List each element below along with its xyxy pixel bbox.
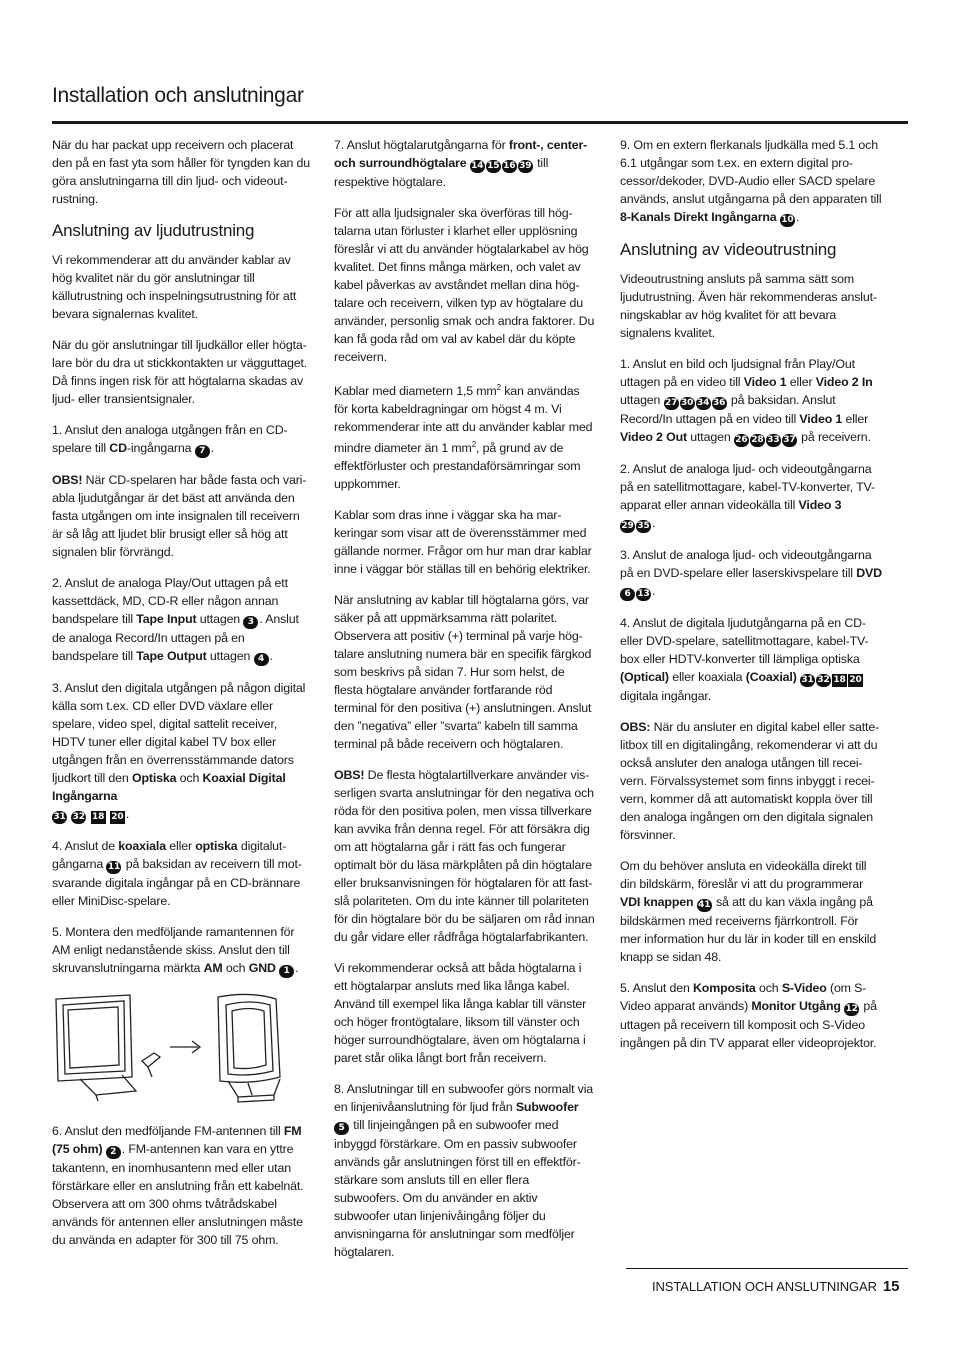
- ref-badge: 26: [735, 435, 748, 445]
- video-step-5: 5. Anslut den Komposita och S-Video (om S-Video apparat används) Monitor Utgång 12 på uttagen på receivern till komposit och S-Video ingången på din TV apparat eller videoprojektor.: [620, 981, 877, 1050]
- ref-badge: 27: [664, 398, 678, 408]
- step-5: 5. Montera den medföljande ramantennen för AM enligt nedanstående skiss. Anslut den till skruvanslutningarna märkta AM och GND 1 .: [52, 925, 299, 976]
- ref-badge: 14: [471, 161, 484, 171]
- page-number: 15: [882, 1278, 900, 1295]
- video-step-3: 3. Anslut de analoga ljud- och videoutgångarna på en DVD-spelare eller laserskivspelare till DVD 6 13 .: [620, 548, 882, 599]
- step-9: 9. Om en extern flerkanals ljudkälla med 5.1 och 6.1 utgångar som t.ex. en extern digital processor/dekoder, DVD-Audio eller SACD spelare används, anslut utgångarna på den apparaten till 8-Kanals Direkt Ingångarna 10 .: [620, 138, 882, 225]
- ref-badge: 36: [712, 398, 726, 408]
- ref-badge: 31: [53, 812, 66, 822]
- page-title: Installation och anslutningar: [52, 84, 304, 107]
- ref-badge: 4: [254, 653, 269, 666]
- ref-badge: 29: [621, 521, 634, 531]
- ref-badge-square: 18: [91, 812, 105, 822]
- column-1: [52, 136, 310, 1262]
- footer-section-title: INSTALLATION OCH ANSLUTNINGAR: [652, 1279, 877, 1294]
- step-6: 6. Anslut den medföljande FM-antennen till FM (75 ohm) 2 . FM-antennen kan vara en yttre takantenn, en inomhusantenn med eller utan förstärkare eller en anslutning från ett kabelnät. Observera att om 300 ohms tvåtrådskabel används för antennen eller anslutningen måste du använda en adapter för 300 till 75 ohm.: [52, 1124, 304, 1247]
- ref-badge-square: 20: [849, 675, 862, 685]
- in-wall-paragraph: Kablar som dras inne i väggar ska ha markeringar som visar att de överensstämmer med gällande normer. Frågor om hur man drar kablar inne i väggar bör ställas till en behörig elektriker.: [334, 508, 592, 577]
- intro-paragraph: När du har packat upp receivern och placerat den på en fast yta som håller för tyngden kan du göra anslutningarna till din ljud- och videoutrustning.: [52, 138, 310, 206]
- page-footer: [652, 1278, 899, 1295]
- ref-badge-square: 18: [833, 675, 846, 685]
- ref-badge: 2: [106, 1146, 121, 1159]
- ref-badge: 39: [519, 161, 532, 171]
- heading-video: Anslutning av videoutrustning: [620, 240, 837, 259]
- equal-length-paragraph: Vi rekommenderar också att båda högtalarna i ett högtalarpar ansluts med lika långa kabel. Använd till exempel lika långa kablar till vänster och höger frontögtalare, liksom till vänster och höger surroundhögtalare, även om högtalarna i paret står olika långt bort från receivern.: [334, 961, 587, 1066]
- ref-badge: 1: [279, 965, 294, 978]
- ref-badge: 34: [696, 398, 710, 408]
- speaker-cable-paragraph: För att alla ljudsignaler ska överföras till högtalarna utan förluster i klarhet eller upplösning föreslår vi att du använder högtalarkabel av hög kvalitet. Det finns många märken, och valet av kabel påverkas av avståndet mellan dina högtalare och receivern, vilken typ av högtalare du använder, personlig smak och andra faktorer. Du kan få goda råd om val av kabel där du köpte receivern.: [334, 206, 595, 364]
- column-2: [334, 136, 596, 1274]
- video-intro-paragraph: Videoutrustning ansluts på samma sätt som ljudutrustning. Även här rekommenderas anslutningskablar av hög kvalitet för att bevara signalens kvalitet.: [620, 272, 878, 340]
- ref-badge: 5: [334, 1122, 349, 1135]
- ref-badge: 3: [243, 616, 258, 629]
- cables-paragraph: Vi rekommenderar att du använder kablar av hög kvalitet när du gör anslutningar till källutrustning och inspelningsutrustning för att bevara signalernas kvalitet.: [52, 253, 297, 321]
- header-rule: [52, 121, 908, 124]
- step-3: 3. Anslut den digitala utgången på någon digital källa som t.ex. CD eller DVD växlare eller spelare, video spel, digital sattelit receiver, HDTV tuner eller digital kabel TV box eller utgången från en överrensstämmande dators ljudkort till den Optiska och Koaxial Digital Ingångarna 31 32 18 20 .: [52, 681, 306, 822]
- ref-badge: 7: [195, 445, 210, 458]
- obs-note-polarity: OBS! De flesta högtalartillverkare använder visserligen svarta anslutningar för den negativa och röda för den positiva polen, men vissa tillverkare kan avvika från denna regel. För att försäkra dig om att högtalarna går i rätt fas och fungerar optimalt bör du läsa märkplåten på din högtalare eller bruksanvisningen för högtalaren för att fastslå polariteten. Om du inte känner till polariteten för din högtalare bör du be säljaren om råd innan du går vidare eller rådfråga högtalarfabrikanten.: [334, 768, 595, 945]
- step-7: 7. Anslut högtalarutgångarna för front-, center- och surroundhögtalare 14 15 16 39 till respektive högtalare.: [334, 138, 588, 189]
- ref-badge: 35: [637, 521, 650, 531]
- ref-badge: 32: [72, 812, 85, 822]
- column-3: [620, 136, 882, 1065]
- step-2: 2. Anslut de analoga Play/Out uttagen på ett kassettdäck, MD, CD-R eller någon annan bandspelare till Tape Input uttagen 3 . Anslut de analoga Record/In uttagen på en bandspelare till Tape Output uttagen 4 .: [52, 576, 299, 664]
- ref-badge: 6: [620, 588, 635, 601]
- heading-audio: Anslutning av ljudutrustning: [52, 221, 255, 240]
- step-1: 1. Anslut den analoga utgången från en CD-spelare till CD-ingångarna 7 .: [52, 423, 288, 456]
- ref-badge: 13: [637, 589, 650, 599]
- video-step-4: 4. Anslut de digitala ljudutgångarna på en CD- eller DVD-spelare, satellitmottagare, kabel-TV-box eller HDTV-konverter till lämpliga optiska (Optical) eller koaxiala (Coaxial) 31 32 18 20 digitala ingångar.: [620, 616, 869, 703]
- ref-badge: 16: [503, 161, 516, 171]
- video-step-1: 1. Anslut en bild och ljudsignal från Play/Out uttagen på en video till Video 1 eller Video 2 In uttagen 27 30 34 36 på baksidan. Anslut Record/In uttagen på en video till Video 1 eller Video 2 Out uttagen 26 28 33 37 på receivern.: [620, 357, 873, 445]
- ref-badge: 30: [680, 398, 694, 408]
- obs-note-cd: OBS! När CD-spelaren har både fasta och variabla ljudutgångar är det bäst att använda den fasta utgången om inte insignalen till receivern är så låg att ljudet blir brusigt eller så hög att signalen blir förvrängd.: [52, 473, 307, 559]
- obs-note-digital: OBS: När du ansluter en digital kabel eller sattelitbox till en digitalingång, rekomenderar vi att du också ansluter den analoga utången till receivern. Förvalssystemet som finns inbyggt i receivern, kommer då att automatiskt koppla över till den analoga ingången om den digitala signalen försvinner.: [620, 720, 880, 842]
- ref-badge: 32: [817, 675, 830, 685]
- ref-badge: 41: [698, 900, 711, 910]
- footer-rule: [626, 1268, 908, 1269]
- cable-diameter-paragraph: Kablar med diametern 1,5 $mm^2$ kan användas för korta kabeldragningar om högst 4 m. Vi rekommenderar inte att du använder kablar med mindre diameter än 1 $mm^2$, på grund av de effektförluster och prestandaförsämringar som uppkommer.: [334, 383, 593, 492]
- ref-badge: 10: [781, 215, 794, 225]
- step-4: 4. Anslut de koaxiala eller optiska digitalutgångarna 11 på baksidan av receivern till motsvarande digitala ingångar på en CD-brännare eller MiniDisc-spelare.: [52, 839, 302, 908]
- ref-badge: 12: [845, 1004, 858, 1014]
- ref-badge: 28: [751, 435, 764, 445]
- am-loop-antenna-illustration: [52, 991, 290, 1103]
- step-8: 8. Anslutningar till en subwoofer görs normalt via en linjenivåanslutning för ljud från Subwoofer 5 till linjeingången på en subwoofer med inbyggd förstärkare. Om en passiv subwoofer används går anslutningen först till en effektförstärkare som ansluts till en eller flera subwoofers. Om du använder en aktiv subwoofer utan linjenivåingång följer du anvisningarna för anslutningar som medföljer högtalaren.: [334, 1082, 594, 1260]
- ref-badge-square: 20: [111, 812, 124, 822]
- ref-badge: 37: [783, 435, 796, 445]
- ref-badge: 15: [487, 161, 500, 171]
- unplug-paragraph: När du gör anslutningar till ljudkällor eller högtalare bör du dra ut stickkontakten ur vägguttaget. Då finns ingen risk för att högtalarna skadas av ljud- eller transientsignaler.: [52, 338, 308, 406]
- ref-badge: 11: [107, 862, 121, 872]
- vdi-paragraph: Om du behöver ansluta en videokälla direkt till din bildskärm, föreslår vi att du programmerar VDI knappen 41 så att du kan växla ingång på bildskärmen med receiverns fjärrkontroll. För mer information hur du lär in koder till en enskild knapp se sidan 48.: [620, 859, 877, 964]
- ref-badge: 31: [801, 675, 814, 685]
- ref-badge: 33: [767, 435, 780, 445]
- polarity-paragraph: När anslutning av kablar till högtalarna görs, var säker på att uppmärksamma rätt polaritet. Observera att positiv (+) terminal på varje högtalare anslutning numera bär en specifik färgkod som beskrivs på sidan 7. Hur som helst, de flesta högtalare använder fortfarande röd terminal för den positiva (+) anslutningen. Anslut den ”negativa” eller ”svarta” kabeln till samma terminal på både receivern och högtalaren.: [334, 593, 592, 752]
- video-step-2: 2. Anslut de analoga ljud- och videoutgångarna på en satellitmottagare, kabel-TV-konverter, TV-apparat eller annan videokälla till Video 3 29 35 .: [620, 462, 875, 531]
